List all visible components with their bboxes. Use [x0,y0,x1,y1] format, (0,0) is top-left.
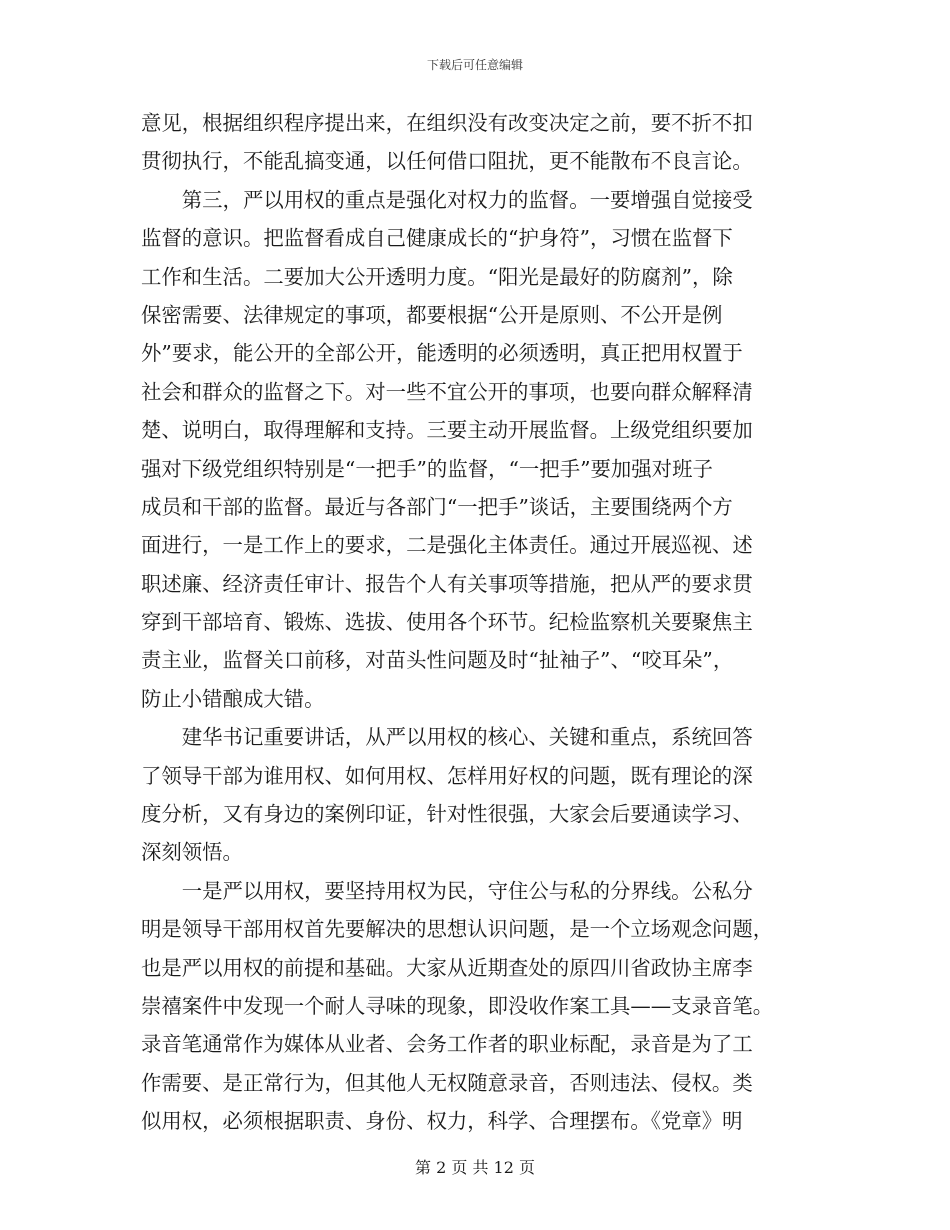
text-line: 了领导干部为谁用权、如何用权、怎样用好权的问题，既有理论的深 [141,763,753,788]
text-line: 建华书记重要讲话，从严以用权的核心、关键和重点，系统回答 [141,725,753,750]
text-line: 强对下级党组织特别是“一把手”的监督，“一把手”要加强对班子 [141,456,713,481]
page-footer: 第 2 页 共 12 页 [415,1158,535,1177]
text-line: 防止小错酿成大错。 [141,686,325,711]
text-line: 崇禧案件中发现一个耐人寻味的现象，即没收作案工具——支录音笔。 [141,993,774,1018]
document-body [141,104,809,1141]
text-line: 深刻领悟。 [141,840,243,865]
text-line: 责主业，监督关口前移，对苗头性问题及时“扯袖子”、“咬耳朵”， [141,648,734,673]
text-line: 面进行，一是工作上的要求，二是强化主体责任。通过开展巡视、述 [141,533,753,558]
text-line: 保密需要、法律规定的事项，都要根据“公开是原则、不公开是例 [141,302,723,327]
text-line: 成员和干部的监督。最近与各部门“一把手”谈话，主要围绕两个方 [141,494,733,519]
text-line: 社会和群众的监督之下。对一些不宜公开的事项，也要向群众解释清 [141,379,753,404]
text-line: 楚、说明白，取得理解和支持。三要主动开展监督。上级党组织要加 [141,418,753,443]
text-line: 明是领导干部用权首先要解决的思想认识问题，是一个立场观念问题， [141,917,774,942]
text-line: 似用权，必须根据职责、身份、权力，科学、合理摆布。《党章》明 [141,1109,743,1134]
page-header: 下载后可任意编辑 [426,58,523,72]
text-line: 录音笔通常作为媒体从业者、会务工作者的职业标配，录音是为了工 [141,1032,753,1057]
text-line: 职述廉、经济责任审计、报告个人有关事项等措施，把从严的要求贯 [141,571,753,596]
text-line: 贯彻执行，不能乱搞变通，以任何借口阻扰，更不能散布不良言论。 [141,149,753,174]
text-line: 第三，严以用权的重点是强化对权力的监督。一要增强自觉接受 [141,187,753,212]
text-line: 也是严以用权的前提和基础。大家从近期查处的原四川省政协主席李 [141,955,753,980]
text-line: 一是严以用权，要坚持用权为民，守住公与私的分界线。公私分 [141,878,753,903]
text-line: 意见，根据组织程序提出来，在组织没有改变决定之前，要不折不扣 [141,111,753,135]
text-line: 工作和生活。二要加大公开透明力度。“阳光是最好的防腐剂”，除 [141,264,733,289]
text-line: 穿到干部培育、锻炼、选拔、使用各个环节。纪检监察机关要聚焦主 [141,610,753,635]
text-line: 作需要、是正常行为，但其他人无权随意录音，否则违法、侵权。类 [141,1070,753,1095]
text-line: 度分析，又有身边的案例印证，针对性很强，大家会后要通读学习、 [141,802,753,827]
text-line: 监督的意识。把监督看成自己健康成长的“护身符”，习惯在监督下 [141,226,733,251]
text-line: 外”要求，能公开的全部公开，能透明的必须透明，真正把用权置于 [141,341,743,366]
